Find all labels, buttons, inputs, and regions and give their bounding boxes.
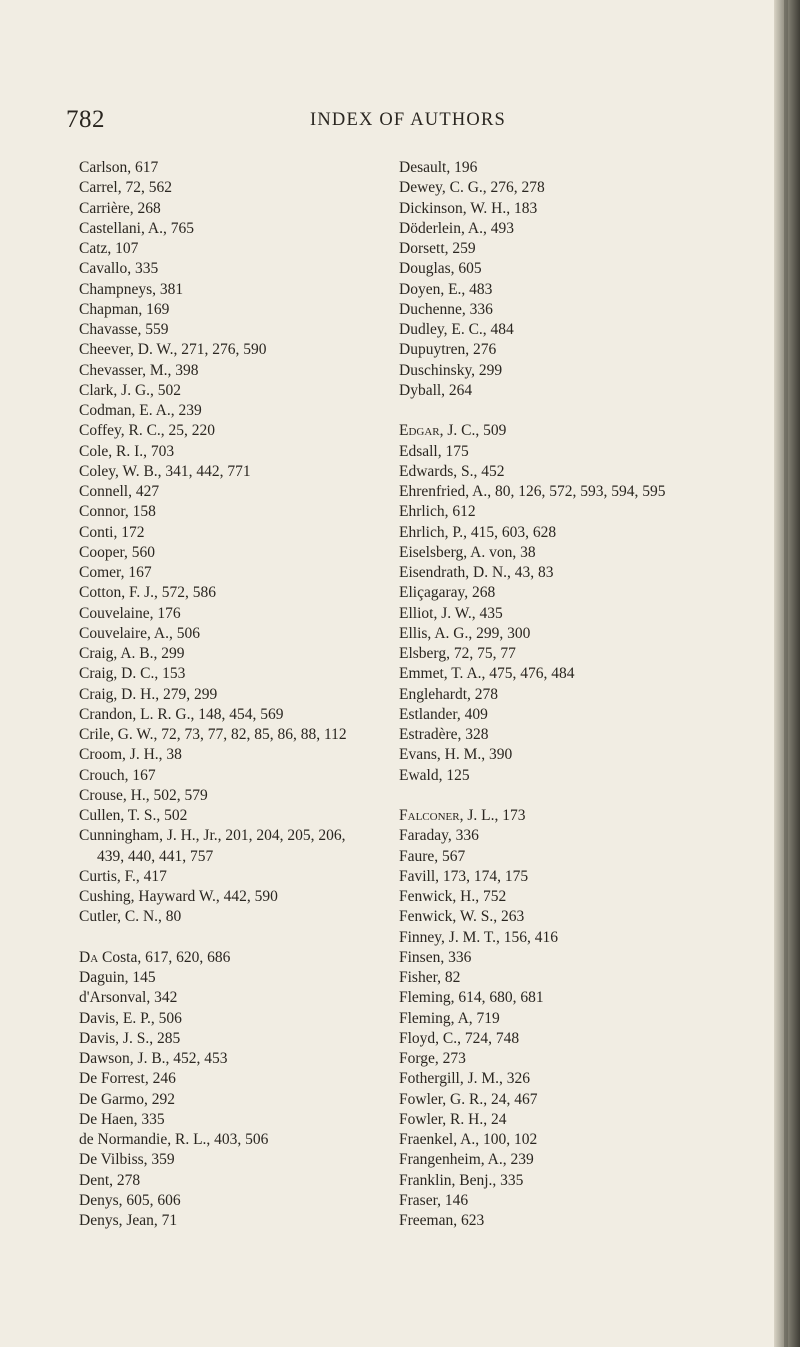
index-entry: Cavallo, 335: [79, 260, 159, 278]
index-entry: Fraser, 146: [399, 1191, 469, 1209]
index-entry: Carlson, 617: [79, 159, 159, 176]
index-entry: Elliot, J. W., 435: [399, 604, 503, 622]
index-entry: Carrière, 268: [79, 199, 161, 217]
index-entry: Dewey, C. G., 276, 278: [399, 179, 545, 197]
index-entry: Davis, E. P., 506: [79, 1009, 182, 1027]
index-entry: Cheever, D. W., 271, 276, 590: [79, 341, 267, 359]
index-entry: De Haen, 335: [79, 1110, 165, 1128]
index-entry: Cutler, C. N., 80: [79, 908, 182, 926]
index-entry: Evans, H. M., 390: [399, 746, 513, 764]
index-column-right: [399, 158, 775, 1231]
index-entry: Crouse, H., 502, 579: [79, 786, 208, 804]
index-entry: Craig, D. C., 153: [79, 665, 186, 683]
index-entry: Daguin, 145: [79, 969, 156, 986]
index-entry: Estradère, 328: [399, 726, 489, 743]
index-entry: Dyball, 264: [399, 381, 473, 399]
page-edge-line: [784, 0, 788, 1347]
index-entry: Faure, 567: [399, 847, 466, 865]
index-entry: De Vilbiss, 359: [79, 1151, 175, 1169]
index-entry: Davis, J. S., 285: [79, 1029, 181, 1047]
page-header: [66, 106, 706, 136]
index-entry: Cotton, F. J., 572, 586: [79, 584, 216, 602]
index-entry: De Garmo, 292: [79, 1090, 175, 1108]
index-entry: Champneys, 381: [79, 280, 184, 298]
index-entry: Falconer, J. L., 173: [399, 807, 526, 824]
index-entry: Fenwick, H., 752: [399, 888, 507, 905]
index-entry: Faraday, 336: [399, 827, 479, 845]
index-entry: Castellani, A., 765: [79, 219, 194, 237]
index-entry: Duchenne, 336: [399, 300, 493, 318]
index-entry: Douglas, 605: [399, 260, 482, 278]
index-entry: Finsen, 336: [399, 948, 472, 966]
index-entry: de Normandie, R. L., 403, 506: [79, 1131, 269, 1148]
index-entry: Fothergill, J. M., 326: [399, 1070, 531, 1088]
index-entry: Crile, G. W., 72, 73, 77, 82, 85, 86, 88, 112: [79, 726, 347, 743]
index-entry: Ewald, 125: [399, 766, 470, 784]
index-entry: Croom, J. H., 38: [79, 746, 182, 764]
index-entry: Cunningham, J. H., Jr., 201, 204, 205, 206,: [79, 827, 346, 845]
index-entry: Duschinsky, 299: [399, 361, 503, 379]
index-column-left: [79, 158, 399, 1231]
index-entry: Fowler, G. R., 24, 467: [399, 1090, 538, 1108]
index-entry: Eisendrath, D. N., 43, 83: [399, 564, 554, 581]
index-entry: Dawson, J. B., 452, 453: [79, 1050, 228, 1067]
index-entry: Connor, 158: [79, 503, 156, 521]
index-entry: Dudley, E. C., 484: [399, 321, 514, 338]
index-entry: Eliçagaray, 268: [399, 584, 496, 602]
index-entry: Couvelaire, A., 506: [79, 624, 200, 642]
index-entry: Finney, J. M. T., 156, 416: [399, 928, 559, 946]
index-entry: Desault, 196: [399, 159, 478, 176]
index-entry: Elsberg, 72, 75, 77: [399, 645, 516, 662]
index-entry: Da Costa, 617, 620, 686: [79, 948, 231, 966]
index-entry: Floyd, C., 724, 748: [399, 1029, 520, 1047]
index-entry: Chevasser, M., 398: [79, 361, 199, 379]
index-entry: Frangenheim, A., 239: [399, 1151, 534, 1169]
index-entry: Fowler, R. H., 24: [399, 1110, 507, 1128]
index-entry: Edwards, S., 452: [399, 462, 505, 480]
index-entry: Fisher, 82: [399, 969, 461, 986]
index-entry: Carrel, 72, 562: [79, 179, 172, 197]
index-entry: Dent, 278: [79, 1171, 141, 1189]
index-entry: Chapman, 169: [79, 300, 170, 318]
index-entry: Coley, W. B., 341, 442, 771: [79, 462, 251, 480]
index-entry: Cushing, Hayward W., 442, 590: [79, 888, 278, 905]
index-entry: Dupuytren, 276: [399, 341, 497, 359]
index-entry: d'Arsonval, 342: [79, 989, 178, 1007]
index-entry: Clark, J. G., 502: [79, 381, 182, 399]
index-entry: Fleming, A, 719: [399, 1009, 500, 1027]
index-entry: Franklin, Benj., 335: [399, 1171, 524, 1189]
index-entry: Dorsett, 259: [399, 240, 476, 257]
index-entry: Fenwick, W. S., 263: [399, 908, 525, 926]
index-entry: Coffey, R. C., 25, 220: [79, 422, 216, 440]
index-entry: Fleming, 614, 680, 681: [399, 989, 544, 1007]
index-entry: Eiselsberg, A. von, 38: [399, 543, 536, 561]
index-entry: Denys, 605, 606: [79, 1191, 181, 1209]
index-entry: Fraenkel, A., 100, 102: [399, 1131, 538, 1148]
index-entry: Craig, D. H., 279, 299: [79, 685, 218, 703]
index-entry: Cooper, 560: [79, 543, 156, 561]
index-entry: De Forrest, 246: [79, 1070, 176, 1088]
index-entry: Favill, 173, 174, 175: [399, 867, 529, 885]
index-entry: Couvelaine, 176: [79, 604, 181, 622]
index-entry: Codman, E. A., 239: [79, 402, 202, 419]
index-entry: Crouch, 167: [79, 766, 156, 784]
index-entry: Denys, Jean, 71: [79, 1212, 178, 1229]
index-entry: Catz, 107: [79, 240, 139, 257]
index-entry: Edgar, J. C., 509: [399, 422, 507, 440]
index-entry: Doyen, E., 483: [399, 280, 493, 298]
index-entry: Emmet, T. A., 475, 476, 484: [399, 665, 575, 683]
index-entry: Forge, 273: [399, 1050, 466, 1067]
index-entry: Englehardt, 278: [399, 685, 499, 703]
index-entry: Chavasse, 559: [79, 321, 169, 338]
index-entry: Estlander, 409: [399, 705, 488, 723]
index-entry: Comer, 167: [79, 564, 152, 581]
index-entry: Edsall, 175: [399, 442, 469, 460]
index-entry: Ellis, A. G., 299, 300: [399, 624, 531, 642]
index-entry: Freeman, 623: [399, 1212, 485, 1229]
index-entry: Crandon, L. R. G., 148, 454, 569: [79, 705, 284, 723]
index-entry: Connell, 427: [79, 483, 160, 500]
running-head: INDEX OF AUTHORS: [310, 110, 506, 130]
index-entry: Ehrlich, 612: [399, 503, 476, 521]
index-entry: Conti, 172: [79, 523, 145, 541]
index-entry: Craig, A. B., 299: [79, 645, 185, 662]
index-entry: Ehrenfried, A., 80, 126, 572, 593, 594, 595: [399, 483, 666, 500]
index-entry: Ehrlich, P., 415, 603, 628: [399, 523, 557, 541]
index-entry: 439, 440, 441, 757: [97, 847, 214, 865]
index-entry: Cullen, T. S., 502: [79, 807, 188, 824]
page-number: 782: [66, 106, 105, 133]
index-entry: Cole, R. I., 703: [79, 442, 175, 460]
index-entry: Döderlein, A., 493: [399, 219, 514, 237]
index-entry: Dickinson, W. H., 183: [399, 199, 538, 217]
index-entry: Curtis, F., 417: [79, 867, 167, 885]
